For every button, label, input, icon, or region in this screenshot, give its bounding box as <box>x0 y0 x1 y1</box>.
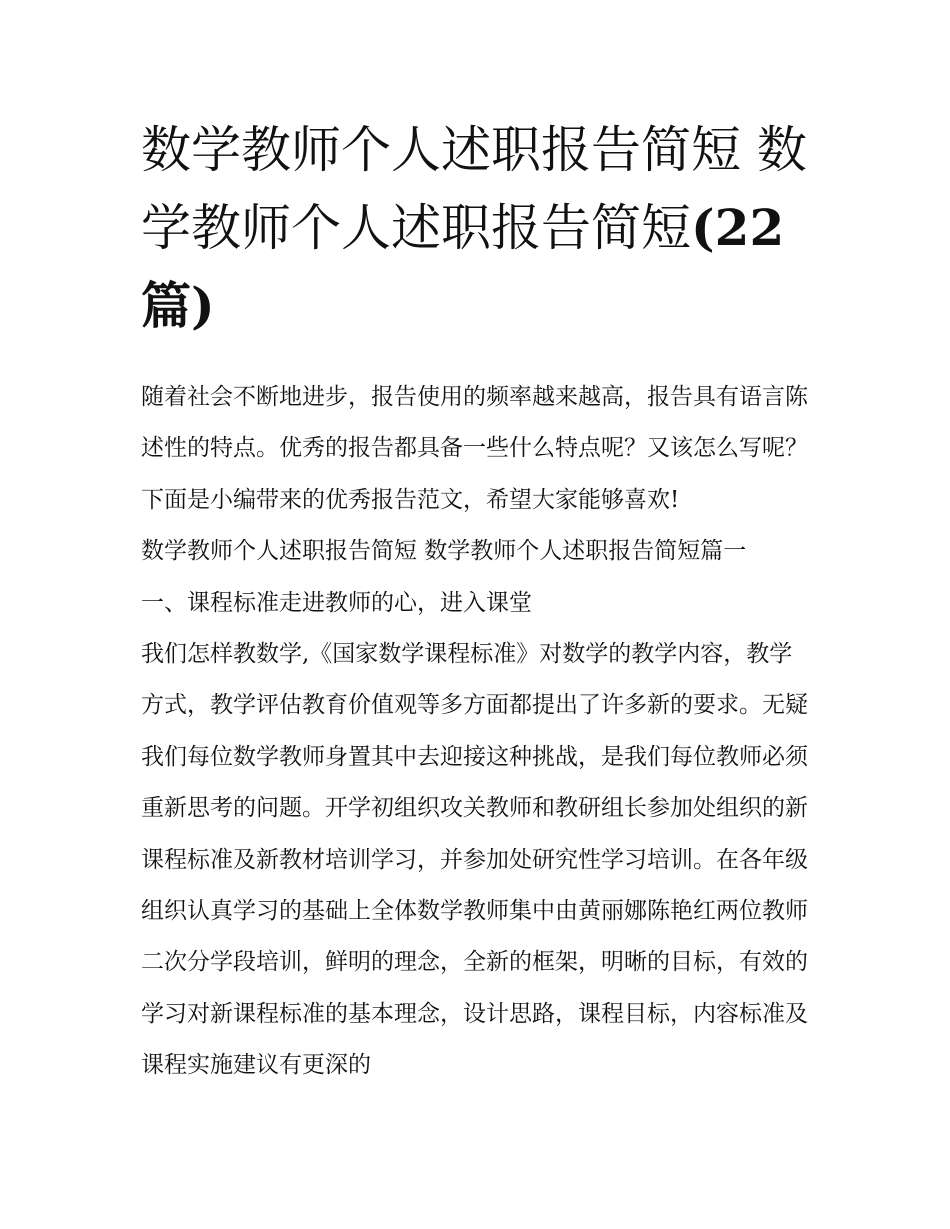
body-paragraph: 我们怎样教数学,《国家数学课程标准》对数学的教学内容，教学方式，教学评估教育价值观等多方面都提出了许多新的要求。无疑我们每位数学教师身置其中去迎接这种挑战，是我们每位教师必须重新思考的问题。开学初组织攻关教师和教研组长参加处组织的新课程标准及新教材培训学习，并参加处研究性学习培训。在各年级组织认真学习的基础上全体数学教师集中由黄丽娜陈艳红两位教师二次分学段培训，鲜明的理念，全新的框架，明晰的目标，有效的学习对新课程标准的基本理念，设计思路，课程目标，内容标准及课程实施建议有更深的 <box>141 641 808 1079</box>
document-body <box>141 372 811 1092</box>
section-heading: 数学教师个人述职报告简短 数学教师个人述职报告简短篇一 <box>141 538 747 565</box>
document-title-suffix: (22篇) <box>141 198 785 335</box>
document-content <box>141 112 811 1092</box>
document-title-main: 数学教师个人述职报告简短 数学教师个人述职报告简短 <box>141 121 807 257</box>
subsection-heading: 一、课程标准走进教师的心，进入课堂 <box>141 589 532 616</box>
document-title <box>141 112 811 345</box>
intro-paragraph: 随着社会不断地进步，报告使用的频率越来越高，报告具有语言陈述性的特点。优秀的报告都具备一些什么特点呢？又该怎么写呢？下面是小编带来的优秀报告范文，希望大家能够喜欢! <box>141 384 808 513</box>
